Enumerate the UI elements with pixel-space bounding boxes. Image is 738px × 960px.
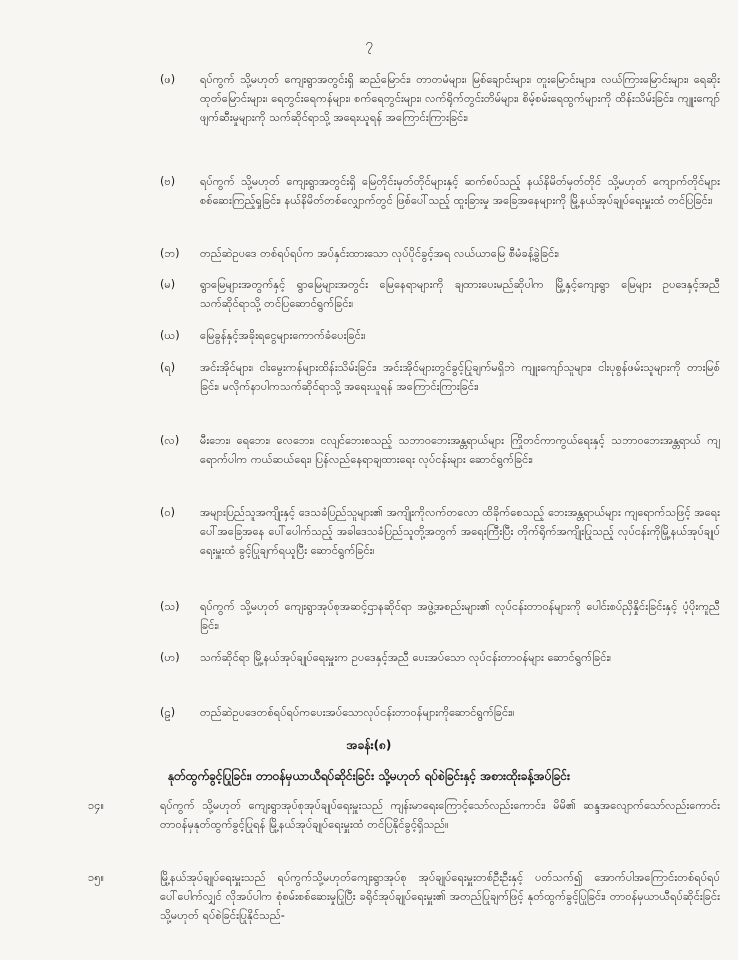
item-text: မြေခွန်နှင့်အခိုးရငွေများကောက်ခံပေးခြင်း၊ (200, 329, 366, 342)
list-item (160, 703, 720, 722)
chapter-subtitle: နုတ်ထွက်ခွင့်ပြုခြင်း၊ တာဝန်မှယာယီရပ်ဆိုင်းခြင်း သို့မဟုတ် ရပ်စဲခြင်းနှင့် အစားထိုးခန့်အပ်ခြင်း (167, 769, 571, 783)
section-text: ရပ်ကွက် သို့မဟုတ် ကျေးရွာအုပ်စုအုပ်ချုပ်ရေးမှူးသည် ကျန်းမာရေးကြောင့်သော်လည်းကောင်း၊ မိမိ၏ ဆန္ဒအလျောက်သော်လည်းကောင်း တာဝန်မှနုတ်ထွက်ခွင့်ပြုရန် မြို့နယ်အုပ်ချုပ်ရေးမှူးထံ တင်ပြနိုင်ခွင့်ရှိသည်။ (160, 799, 720, 831)
item-label: (သ) (160, 600, 180, 613)
item-label: (ယ) (160, 329, 180, 342)
section-number: ၁၅။ (88, 871, 104, 884)
section-paragraph (88, 868, 720, 925)
list-item (160, 326, 720, 345)
section-paragraph (88, 796, 720, 834)
list-item (160, 431, 720, 469)
item-text: တည်ဆဲဥပဒေ တစ်ရပ်ရပ်က အပ်နှင်းထားသော လုပ်ပိုင်ခွင့်အရ လယ်ယာမြေ စီမံခန့်ခွဲခြင်း၊ (200, 247, 559, 260)
list-item (160, 358, 720, 396)
item-text: တည်ဆဲဥပဒေတစ်ရပ်ရပ်ကပေးအပ်သောလုပ်ငန်းတာဝန်များကိုဆောင်ရွက်ခြင်း။ (200, 706, 515, 719)
item-text: အင်းအိုင်များ၊ ငါးမွေးကန်များထိန်းသိမ်းခြင်း၊ အင်းအိုင်များတွင်ခွင့်ပြုချက်မရှိဘဲ ကျူးကျော်သူများ၊ ငါးပုစွန်ဖမ်းသူများကို တားမြစ်ခြင်း၊ မလိုက်နာပါကသက်ဆိုင်ရာသို့ အရေးယူရန် အကြောင်းကြားခြင်း၊ (200, 361, 720, 393)
section-text: မြို့နယ်အုပ်ချုပ်ရေးမှူးသည် ရပ်ကွက်သို့မဟုတ်ကျေးရွာအုပ်စု အုပ်ချုပ်ရေးမှူးတစ်ဦးဦးနှင့် ပတ်သက်၍ အောက်ပါအကြောင်းတစ်ရပ်ရပ် ပေါ်ပေါက်လျှင် လိုအပ်ပါက စုံစမ်းစစ်ဆေးမှုပြုပြီး ခရိုင်အုပ်ချုပ်ရေးမှူး၏ အတည်ပြုချက်ဖြင့် နုတ်ထွက်ခွင့်ပြုခြင်း၊ တာဝန်မှယာယီရပ်ဆိုင်းခြင်း သို့မဟုတ် ရပ်စဲခြင်းပြုနိုင်သည်- (160, 871, 720, 922)
page-number: ၇ (365, 37, 373, 52)
item-label: (ဗ) (160, 175, 176, 188)
item-label: (ရ) (160, 361, 176, 374)
list-item (160, 275, 720, 313)
item-label: (ဝ) (160, 506, 176, 519)
section-number: ၁၄။ (88, 799, 104, 812)
item-label: (မ) (160, 278, 176, 291)
item-text: ရပ်ကွက် သို့မဟုတ် ကျေးရွာအတွင်းရှိ ဆည်မြောင်း၊ တာတမံများ၊ မြစ်ချောင်းများ၊ တူးမြောင်းများ၊ လယ်ကြားမြောင်းများ၊ ရေဆိုးထုတ်မြောင်းများ၊ ရေတွင်းရေကန်များ၊ စက်ရေတွင်းများ၊ လက်ရိုက်တွင်းတိမ်များ၊ စိမ့်စမ်းရေထွက်များကို ထိန်းသိမ်းခြင်း၊ ကျူးကျော်ဖျက်ဆီးမှုများကို သက်ဆိုင်ရာသို့ အရေးယူရန် အကြောင်းကြားခြင်း၊ (200, 73, 720, 124)
item-text: ရပ်ကွက် သို့မဟုတ် ကျေးရွာအုပ်စုအဆင့်ဌာနဆိုင်ရာ အဖွဲ့အစည်းများ၏ လုပ်ငန်းတာဝန်များကို ပေါင်းစပ်ညှိနှိုင်းခြင်းနှင့် ပံ့ပိုးကူညီခြင်း၊ (200, 600, 720, 632)
item-text: ရပ်ကွက် သို့မဟုတ် ကျေးရွာအတွင်းရှိ မြေတိုင်းမှတ်တိုင်များနှင့် ဆက်စပ်သည့် နယ်နိမိတ်မှတ်တိုင် သို့မဟုတ် ကျောက်တိုင်များ စစ်ဆေးကြည့်ရှုခြင်း၊ နယ်နိမိတ်တစ်လျှောက်တွင် ဖြစ်ပေါ်သည့် ထူးခြားမှု အခြေအနေများကို မြို့နယ်အုပ်ချုပ်ရေးမှူးထံ တင်ပြခြင်း၊ (200, 175, 720, 207)
item-label: (ဖ) (160, 73, 176, 86)
item-text: သက်ဆိုင်ရာ မြို့နယ်အုပ်ချုပ်ရေးမှူးက ဥပဒေနှင့်အညီ ပေးအပ်သော လုပ်ငန်းတာဝန်များ ဆောင်ရွက်ခြင်း၊ (200, 651, 612, 664)
item-text: ရွာမြေများအတွက်နှင့် ရွာမြေများအတွင်း မြေနေရာများကို ချထားပေးမည်ဆိုပါက မြို့နှင့်ကျေးရွာ မြေများ ဥပဒေနှင့်အညီ သက်ဆိုင်ရာသို့ တင်ပြဆောင်ရွက်ခြင်း၊ (200, 278, 720, 310)
item-label: (ဘ) (160, 247, 180, 260)
list-item (160, 70, 720, 127)
item-label: (လ) (160, 434, 180, 447)
item-text: အများပြည်သူအကျိုးနှင့် ဒေသခံပြည်သူများ၏ အကျိုးကိုလက်တလော ထိခိုက်စေသည့် ဘေးအန္တရာယ်များ ကျရောက်သဖြင့် အရေးပေါ်အခြေအနေ ပေါ်ပေါက်သည့် အခါဒေသခံပြည်သူတို့အတွက် အရေးကြီးပြီး တိုက်ရိုက်အကျိုးပြုသည့် လုပ်ငန်းကိုမြို့နယ်အုပ်ချုပ်ရေးမှူးထံ ခွင့်ပြုချက်ရယူပြီး ဆောင်ရွက်ခြင်း၊ (200, 506, 720, 557)
list-item (160, 597, 720, 635)
list-item (160, 172, 720, 210)
chapter-title: အခန်း(၈) (346, 738, 392, 752)
item-text: မီးဘေး၊ ရေဘေး၊ လေဘေး၊ ငလျင်ဘေးစသည့် သဘာဝဘေးအန္တရာယ်များ ကြိုတင်ကာကွယ်ရေးနှင့် သဘာဝဘေးအန္တရာယ် ကျရောက်ပါက ကယ်ဆယ်ရေး၊ ပြန်လည်နေရာချထားရေး လုပ်ငန်းများ ဆောင်ရွက်ခြင်း၊ (200, 434, 720, 466)
list-item (160, 503, 720, 560)
item-label: (ဠ) (160, 706, 176, 719)
list-item (160, 648, 720, 667)
item-label: (ဟ) (160, 651, 180, 664)
list-item (160, 244, 720, 263)
